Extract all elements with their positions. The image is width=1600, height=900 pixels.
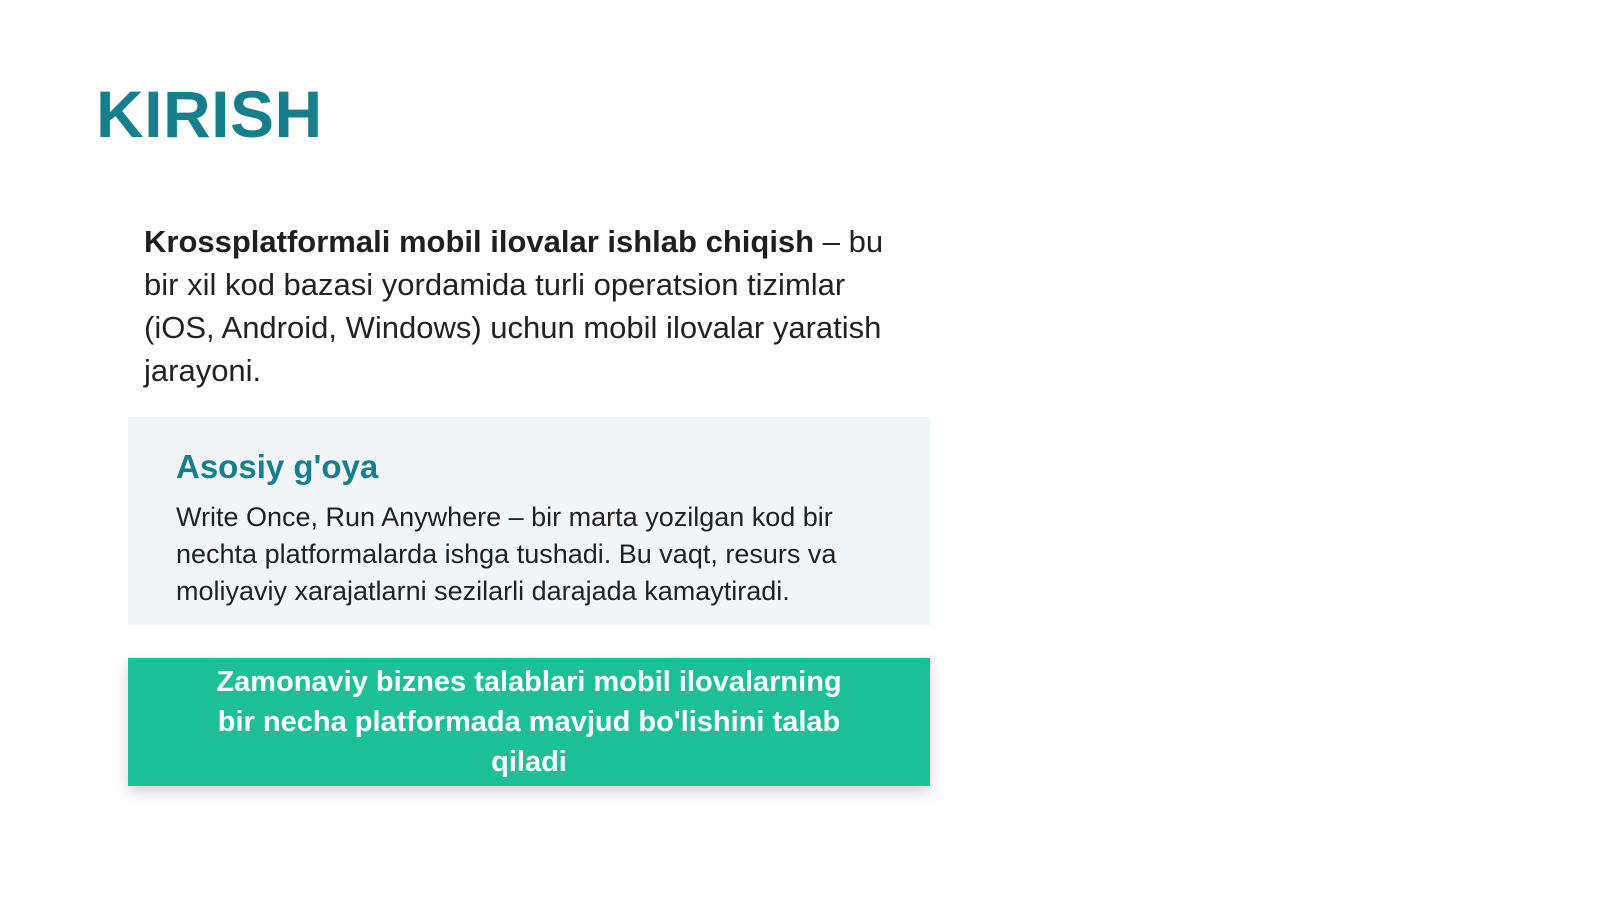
main-idea-heading: Asosiy g'oya [176, 448, 379, 485]
intro-term: Krossplatformali mobil ilovalar ishlab chiqish [144, 224, 815, 259]
main-idea-box [128, 417, 930, 625]
highlight-banner [128, 658, 930, 786]
slide-title: KIRISH [96, 77, 323, 151]
highlight-banner-text: Zamonaviy biznes talablari mobil ilovalarning bir necha platformada mavjud bo'lishini talab qiladi [216, 666, 842, 778]
main-idea-text: Write Once, Run Anywhere – bir marta yozilgan kod bir nechta platformalarda ishga tushadi. Bu vaqt, resurs va moliyaviy xarajatlarni sezilarli darajada kamaytiradi. [176, 502, 837, 606]
intro-definition: – bu bir xil kod bazasi yordamida turli operatsion tizimlar (iOS, Android, Windows) uchun mobil ilovalar yaratish jarayoni. [144, 224, 884, 388]
intro-paragraph [144, 220, 904, 392]
